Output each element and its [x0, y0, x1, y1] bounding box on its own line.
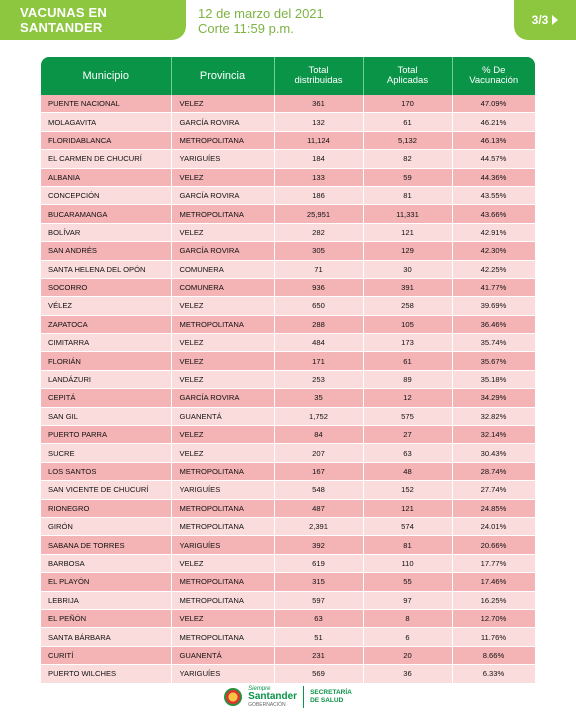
table-row: [41, 113, 535, 131]
cell-porcentaje: 32.82%: [452, 407, 535, 425]
cell-distribuidas: 288: [274, 315, 363, 333]
cell-porcentaje: 44.57%: [452, 150, 535, 168]
cell-aplicadas: 61: [363, 352, 452, 370]
cell-aplicadas: 48: [363, 462, 452, 480]
table-row: [41, 334, 535, 352]
cell-aplicadas: 170: [363, 95, 452, 113]
table-row: [41, 242, 535, 260]
cell-provincia: YARIGUÍES: [171, 150, 274, 168]
cell-municipio: PUERTO PARRA: [41, 426, 171, 444]
cell-provincia: METROPOLITANA: [171, 591, 274, 609]
cell-porcentaje: 43.66%: [452, 205, 535, 223]
header-municipio: Municipio: [41, 57, 171, 95]
cell-porcentaje: 16.25%: [452, 591, 535, 609]
cell-provincia: VELEZ: [171, 223, 274, 241]
cell-aplicadas: 20: [363, 646, 452, 664]
report-date: [198, 6, 324, 36]
cell-municipio: SABANA DE TORRES: [41, 536, 171, 554]
cell-provincia: YARIGUÍES: [171, 481, 274, 499]
cell-distribuidas: 2,391: [274, 517, 363, 535]
cell-distribuidas: 35: [274, 389, 363, 407]
header-provincia: Provincia: [171, 57, 274, 95]
cell-porcentaje: 17.77%: [452, 554, 535, 572]
cell-aplicadas: 97: [363, 591, 452, 609]
cell-porcentaje: 42.30%: [452, 242, 535, 260]
cell-porcentaje: 30.43%: [452, 444, 535, 462]
cell-provincia: VELEZ: [171, 554, 274, 572]
cell-provincia: GUANENTÁ: [171, 646, 274, 664]
cell-distribuidas: 231: [274, 646, 363, 664]
cell-distribuidas: 184: [274, 150, 363, 168]
cell-provincia: YARIGUÍES: [171, 665, 274, 683]
cell-municipio: BARBOSA: [41, 554, 171, 572]
cell-municipio: FLORIÁN: [41, 352, 171, 370]
cell-aplicadas: 63: [363, 444, 452, 462]
page-title: VACUNAS EN SANTANDER: [0, 0, 186, 40]
cell-provincia: VELEZ: [171, 444, 274, 462]
cell-distribuidas: 167: [274, 462, 363, 480]
cell-provincia: GUANENTÁ: [171, 407, 274, 425]
table-row: [41, 444, 535, 462]
table-row: [41, 573, 535, 591]
cell-municipio: SANTA BÁRBARA: [41, 628, 171, 646]
cell-aplicadas: 575: [363, 407, 452, 425]
cell-aplicadas: 81: [363, 536, 452, 554]
cell-distribuidas: 84: [274, 426, 363, 444]
cell-aplicadas: 36: [363, 665, 452, 683]
cell-municipio: SAN ANDRÉS: [41, 242, 171, 260]
cell-aplicadas: 121: [363, 223, 452, 241]
cell-distribuidas: 597: [274, 591, 363, 609]
cell-provincia: METROPOLITANA: [171, 315, 274, 333]
table-row: [41, 389, 535, 407]
cell-distribuidas: 936: [274, 278, 363, 296]
cell-municipio: PUENTE NACIONAL: [41, 95, 171, 113]
date-text: 12 de marzo del 2021: [198, 6, 324, 21]
cell-municipio: SOCORRO: [41, 278, 171, 296]
cell-provincia: GARCÍA ROVIRA: [171, 389, 274, 407]
cell-provincia: VELEZ: [171, 609, 274, 627]
cell-porcentaje: 12.70%: [452, 609, 535, 627]
cell-porcentaje: 36.46%: [452, 315, 535, 333]
table-row: [41, 223, 535, 241]
cell-provincia: METROPOLITANA: [171, 628, 274, 646]
cell-distribuidas: 305: [274, 242, 363, 260]
cell-municipio: FLORIDABLANCA: [41, 131, 171, 149]
cell-distribuidas: 132: [274, 113, 363, 131]
table-row: [41, 186, 535, 204]
cell-porcentaje: 35.74%: [452, 334, 535, 352]
cell-provincia: METROPOLITANA: [171, 462, 274, 480]
cell-provincia: VELEZ: [171, 352, 274, 370]
table-row: [41, 665, 535, 683]
cell-porcentaje: 6.33%: [452, 665, 535, 683]
cell-porcentaje: 46.13%: [452, 131, 535, 149]
cell-provincia: VELEZ: [171, 426, 274, 444]
cell-distribuidas: 1,752: [274, 407, 363, 425]
table-row: [41, 462, 535, 480]
cell-municipio: RIONEGRO: [41, 499, 171, 517]
cell-distribuidas: 63: [274, 609, 363, 627]
cell-municipio: SANTA HELENA DEL OPÓN: [41, 260, 171, 278]
cell-porcentaje: 24.85%: [452, 499, 535, 517]
cell-distribuidas: 11,124: [274, 131, 363, 149]
cell-distribuidas: 253: [274, 370, 363, 388]
cell-municipio: SAN GIL: [41, 407, 171, 425]
cell-porcentaje: 39.69%: [452, 297, 535, 315]
cell-porcentaje: 17.46%: [452, 573, 535, 591]
cell-aplicadas: 5,132: [363, 131, 452, 149]
cell-porcentaje: 42.91%: [452, 223, 535, 241]
table-row: [41, 646, 535, 664]
table-row: [41, 168, 535, 186]
cell-provincia: GARCÍA ROVIRA: [171, 186, 274, 204]
cell-aplicadas: 6: [363, 628, 452, 646]
cell-distribuidas: 133: [274, 168, 363, 186]
cell-aplicadas: 61: [363, 113, 452, 131]
table-row: [41, 370, 535, 388]
cell-provincia: GARCÍA ROVIRA: [171, 242, 274, 260]
cell-porcentaje: 32.14%: [452, 426, 535, 444]
table-row: [41, 554, 535, 572]
cell-provincia: COMUNERA: [171, 278, 274, 296]
cell-aplicadas: 391: [363, 278, 452, 296]
table-row: [41, 297, 535, 315]
cell-aplicadas: 105: [363, 315, 452, 333]
cell-aplicadas: 574: [363, 517, 452, 535]
cutoff-text: Corte 11:59 p.m.: [198, 21, 294, 36]
cell-distribuidas: 171: [274, 352, 363, 370]
cell-municipio: PUERTO WILCHES: [41, 665, 171, 683]
cell-distribuidas: 207: [274, 444, 363, 462]
cell-aplicadas: 81: [363, 186, 452, 204]
table-row: [41, 609, 535, 627]
cell-municipio: SUCRE: [41, 444, 171, 462]
cell-municipio: BOLÍVAR: [41, 223, 171, 241]
table-row: [41, 278, 535, 296]
cell-aplicadas: 173: [363, 334, 452, 352]
cell-porcentaje: 34.29%: [452, 389, 535, 407]
table-row: [41, 591, 535, 609]
cell-municipio: MOLAGAVITA: [41, 113, 171, 131]
table-row: [41, 628, 535, 646]
cell-provincia: METROPOLITANA: [171, 131, 274, 149]
cell-aplicadas: 89: [363, 370, 452, 388]
table-header: [41, 57, 535, 95]
table-row: [41, 499, 535, 517]
cell-aplicadas: 121: [363, 499, 452, 517]
cell-municipio: GIRÓN: [41, 517, 171, 535]
cell-provincia: METROPOLITANA: [171, 499, 274, 517]
cell-porcentaje: 41.77%: [452, 278, 535, 296]
cell-provincia: METROPOLITANA: [171, 205, 274, 223]
next-arrow-icon[interactable]: [552, 15, 558, 25]
cell-municipio: LOS SANTOS: [41, 462, 171, 480]
cell-provincia: GARCÍA ROVIRA: [171, 113, 274, 131]
cell-aplicadas: 12: [363, 389, 452, 407]
table-row: [41, 407, 535, 425]
cell-distribuidas: 484: [274, 334, 363, 352]
cell-aplicadas: 8: [363, 609, 452, 627]
table-row: [41, 131, 535, 149]
table-row: [41, 95, 535, 113]
cell-distribuidas: 361: [274, 95, 363, 113]
top-bar: [0, 0, 576, 48]
cell-municipio: EL PEÑÓN: [41, 609, 171, 627]
cell-porcentaje: 35.67%: [452, 352, 535, 370]
cell-provincia: COMUNERA: [171, 260, 274, 278]
cell-distribuidas: 619: [274, 554, 363, 572]
cell-distribuidas: 315: [274, 573, 363, 591]
header-aplicadas: Total Aplicadas: [363, 57, 452, 95]
cell-porcentaje: 42.25%: [452, 260, 535, 278]
cell-distribuidas: 487: [274, 499, 363, 517]
cell-porcentaje: 20.66%: [452, 536, 535, 554]
cell-aplicadas: 59: [363, 168, 452, 186]
cell-distribuidas: 282: [274, 223, 363, 241]
page-number: 3/3: [531, 13, 549, 27]
table-row: [41, 481, 535, 499]
table-row: [41, 536, 535, 554]
cell-aplicadas: 11,331: [363, 205, 452, 223]
cell-porcentaje: 11.76%: [452, 628, 535, 646]
vaccination-table: [41, 57, 535, 684]
cell-provincia: VELEZ: [171, 334, 274, 352]
cell-municipio: CONCEPCIÓN: [41, 186, 171, 204]
cell-municipio: EL CARMEN DE CHUCURÍ: [41, 150, 171, 168]
cell-porcentaje: 47.09%: [452, 95, 535, 113]
header-distribuidas: Total distribuidas: [274, 57, 363, 95]
cell-distribuidas: 650: [274, 297, 363, 315]
cell-aplicadas: 110: [363, 554, 452, 572]
table-row: [41, 352, 535, 370]
header-porcentaje: % De Vacunación: [452, 57, 535, 95]
cell-municipio: ALBANIA: [41, 168, 171, 186]
cell-aplicadas: 30: [363, 260, 452, 278]
cell-distribuidas: 71: [274, 260, 363, 278]
cell-municipio: BUCARAMANGA: [41, 205, 171, 223]
page-indicator[interactable]: [514, 0, 576, 40]
gobernacion-logo: Siempre Santander GOBERNACIÓN: [248, 686, 298, 708]
cell-aplicadas: 27: [363, 426, 452, 444]
cell-distribuidas: 392: [274, 536, 363, 554]
cell-aplicadas: 55: [363, 573, 452, 591]
table-row: [41, 150, 535, 168]
cell-distribuidas: 51: [274, 628, 363, 646]
cell-provincia: METROPOLITANA: [171, 517, 274, 535]
cell-provincia: VELEZ: [171, 95, 274, 113]
cell-distribuidas: 186: [274, 186, 363, 204]
table-row: [41, 205, 535, 223]
cell-municipio: CURITÍ: [41, 646, 171, 664]
cell-aplicadas: 82: [363, 150, 452, 168]
cell-municipio: SAN VICENTE DE CHUCURÍ: [41, 481, 171, 499]
logo-divider: [303, 686, 304, 708]
cell-provincia: YARIGUÍES: [171, 536, 274, 554]
table-row: [41, 517, 535, 535]
santander-seal-icon: [224, 688, 242, 706]
cell-provincia: VELEZ: [171, 168, 274, 186]
cell-municipio: LEBRIJA: [41, 591, 171, 609]
cell-provincia: VELEZ: [171, 370, 274, 388]
table-row: [41, 426, 535, 444]
cell-porcentaje: 28.74%: [452, 462, 535, 480]
cell-porcentaje: 27.74%: [452, 481, 535, 499]
cell-distribuidas: 25,951: [274, 205, 363, 223]
cell-municipio: LANDÁZURI: [41, 370, 171, 388]
footer-logos: [0, 684, 576, 710]
cell-aplicadas: 152: [363, 481, 452, 499]
cell-municipio: EL PLAYÓN: [41, 573, 171, 591]
cell-porcentaje: 44.36%: [452, 168, 535, 186]
table-row: [41, 315, 535, 333]
cell-provincia: VELEZ: [171, 297, 274, 315]
cell-municipio: VÉLEZ: [41, 297, 171, 315]
secretaria-logo: SECRETARÍA DE SALUD: [310, 689, 352, 704]
cell-porcentaje: 35.18%: [452, 370, 535, 388]
cell-municipio: ZAPATOCA: [41, 315, 171, 333]
cell-municipio: CIMITARRA: [41, 334, 171, 352]
cell-porcentaje: 24.01%: [452, 517, 535, 535]
cell-provincia: METROPOLITANA: [171, 573, 274, 591]
cell-distribuidas: 548: [274, 481, 363, 499]
cell-distribuidas: 569: [274, 665, 363, 683]
cell-porcentaje: 46.21%: [452, 113, 535, 131]
cell-aplicadas: 129: [363, 242, 452, 260]
cell-porcentaje: 8.66%: [452, 646, 535, 664]
cell-municipio: CEPITÁ: [41, 389, 171, 407]
cell-porcentaje: 43.55%: [452, 186, 535, 204]
table-row: [41, 260, 535, 278]
cell-aplicadas: 258: [363, 297, 452, 315]
